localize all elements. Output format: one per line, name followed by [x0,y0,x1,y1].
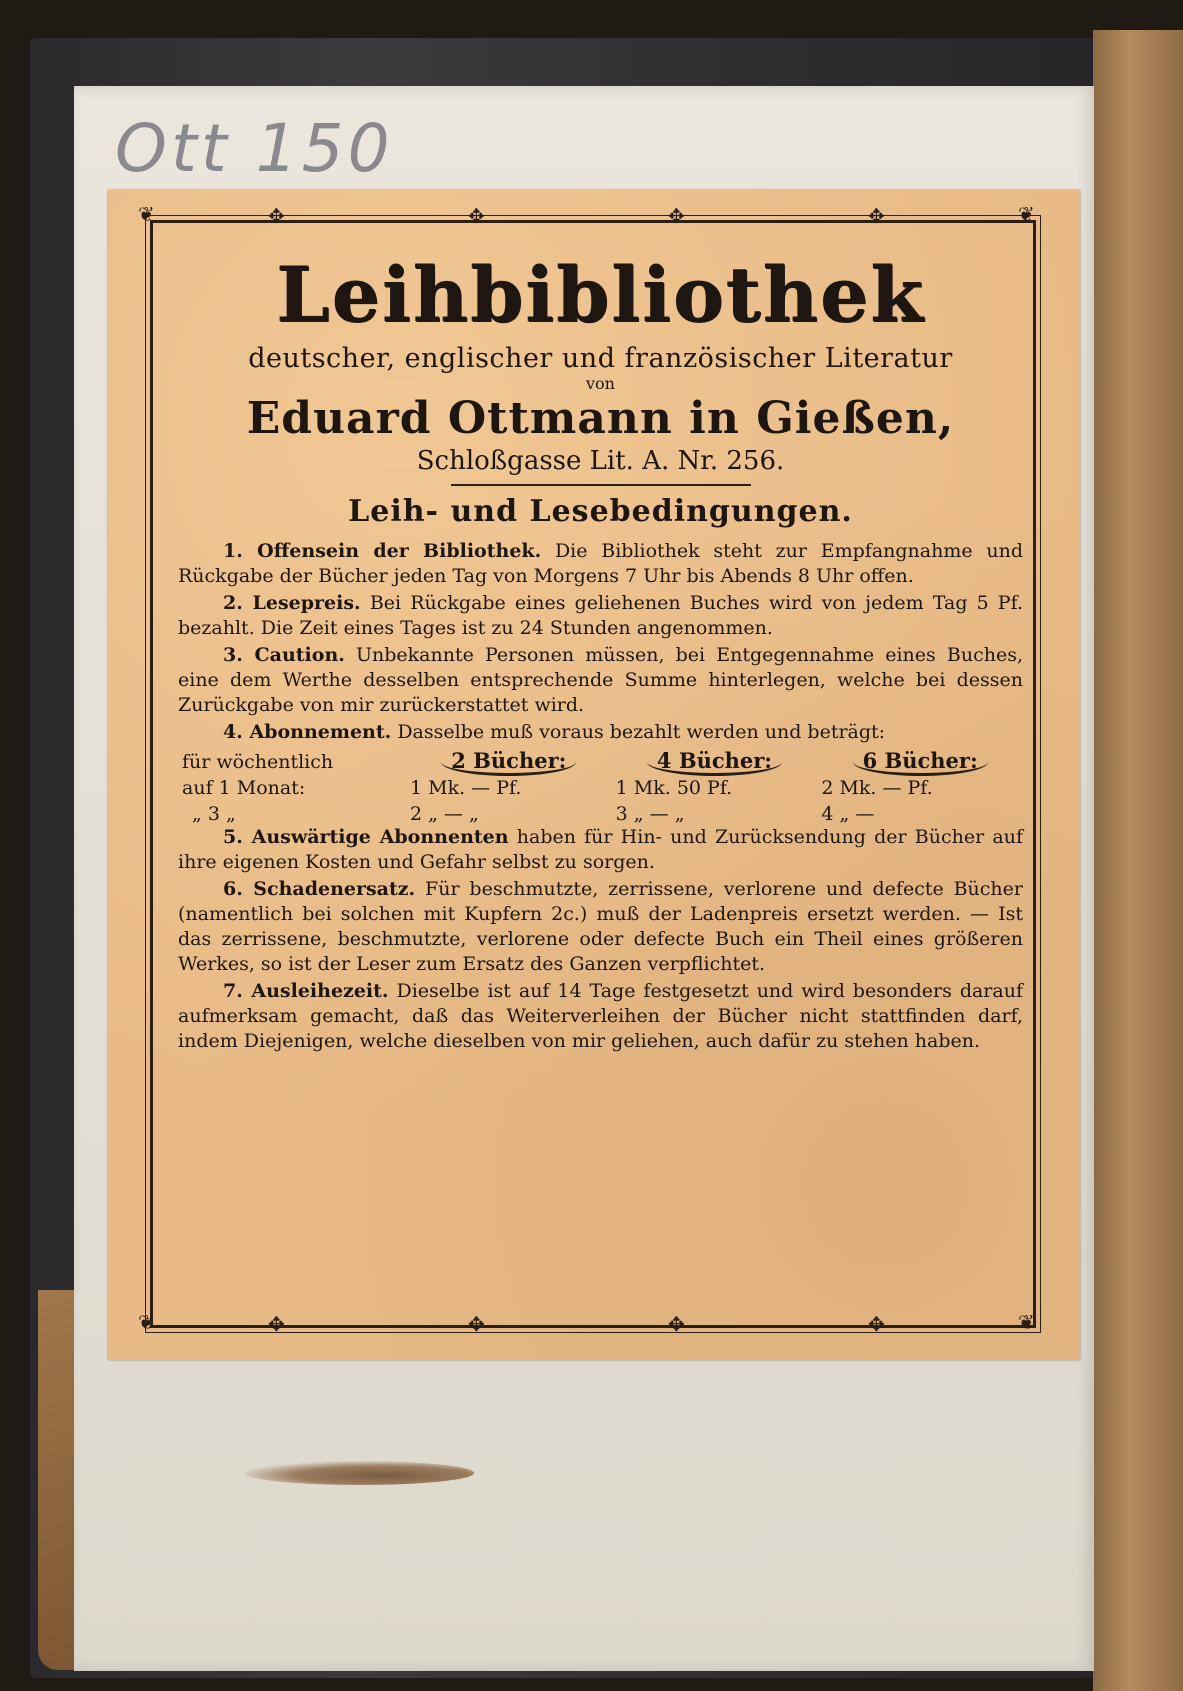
rule-text: haben für Hin- und Zurücksendung der Bücher auf ihre eigenen Kosten und Gefahr selbst zu sorgen. [178,826,1023,873]
rule-paragraph [178,825,1023,875]
frame-ornament-icon: ✥ [868,1312,885,1336]
corner-ornament-icon: ❦ [1018,1310,1035,1334]
table-row [178,773,1023,799]
rule-text: Dasselbe muß voraus bezahlt werden und beträgt: [397,721,886,743]
frame-ornament-icon: ✥ [668,1312,685,1336]
table-cell: „ 3 „ [192,803,236,825]
abonnement-table [178,747,1023,825]
table-cell: 3 „ — „ [615,803,685,825]
divider [451,484,751,486]
rule-lead: 1. Offensein der Bibliothek. [223,540,542,562]
table-header: 2 Bücher: [406,747,612,773]
rule-text: Bei Rückgabe eines geliehenen Buches wird von jedem Tag 5 Pf. bezahlt. Die Zeit eines Tages ist zu 24 Stunden angenommen. [178,592,1023,639]
frame-ornament-icon: ✥ [268,204,285,228]
corner-ornament-icon: ❦ [138,202,155,226]
book-edge [1093,30,1183,1691]
table-header: 6 Bücher: [817,747,1023,773]
corner-ornament-icon: ❦ [138,1310,155,1334]
conditions-heading: Leih- und Lesebedingungen. [348,494,853,529]
rule-text: Unbekannte Personen müssen, bei Entgegennahme eines Buches, eine dem Werthe desselben entsprechende Summe hinterlegen, welche bei dessen Zurückgabe von mir zurückerstattet wird. [178,644,1023,716]
frame-ornament-icon: ✥ [468,1312,485,1336]
table-cell: 4 „ — [821,803,875,825]
frame-ornament-icon: ✥ [868,204,885,228]
rule-paragraph [178,979,1023,1054]
rule-lead: 5. Auswärtige Abonnenten [223,826,509,848]
table-header: 4 Bücher: [612,747,818,773]
rule-lead: 3. Caution. [223,644,345,666]
table-cell: auf 1 Monat: [182,777,306,799]
rule-paragraph [178,591,1023,641]
rule-lead: 4. Abonnement. [223,721,392,743]
rule-lead: 2. Lesepreis. [223,592,361,614]
owner-name: Eduard Ottmann in Gießen, [246,393,955,444]
frame-ornament-icon: ✥ [468,204,485,228]
table-cell: 1 Mk. — Pf. [410,777,522,799]
notice-subtitle: deutscher, englischer und französischer Literatur [248,343,953,374]
table-cell: 1 Mk. 50 Pf. [615,777,733,799]
rule-paragraph [178,877,1023,977]
table-cell: 2 Mk. — Pf. [821,777,933,799]
owner-address: Schloßgasse Lit. A. Nr. 256. [416,446,785,476]
rule-lead: 7. Ausleihezeit. [223,980,389,1002]
frame-ornament-icon: ✥ [668,204,685,228]
rule-lead: 6. Schadenersatz. [223,878,416,900]
rule-text: Die Bibliothek steht zur Empfangnahme und Rückgabe der Bücher jeden Tag von Morgens 7 Uhr bis Abends 8 Uhr offen. [178,540,1023,587]
table-cell: für wöchentlich [182,751,334,773]
rule-paragraph [178,643,1023,718]
notice-von: von [586,374,615,393]
notice-title: Leihbibliothek [276,250,925,339]
rule-text: Für beschmutzte, zerrissene, verlorene und defecte Bücher (namentlich bei solchen mit Kupfern 2c.) muß der Ladenpreis ersetzt werden. — Ist das zerrissene, beschmutzte, verlorene oder defecte Buch ein Theil eines größeren Werkes, so ist der Leser zum Ersatz des Ganzen verpflichtet. [178,878,1023,975]
library-label [108,190,1080,1360]
rule-paragraph [178,539,1023,589]
corner-ornament-icon: ❦ [1018,202,1035,226]
rule-text: Dieselbe ist auf 14 Tage festgesetzt und wird besonders darauf aufmerksam gemacht, daß das Weiterverleihen der Bücher nicht stattfinden darf, indem Diejenigen, welche dieselben von mir geliehen, auch dafür zu stehen haben. [178,980,1023,1052]
table-row [178,799,1023,825]
handwritten-shelfmark: Ott 150 [115,110,394,187]
paper-stain [244,1461,474,1485]
table-row [178,747,1023,773]
notice-content [178,250,1023,1056]
frame-ornament-icon: ✥ [268,1312,285,1336]
rule-paragraph [178,720,1023,745]
table-cell: 2 „ — „ [410,803,479,825]
